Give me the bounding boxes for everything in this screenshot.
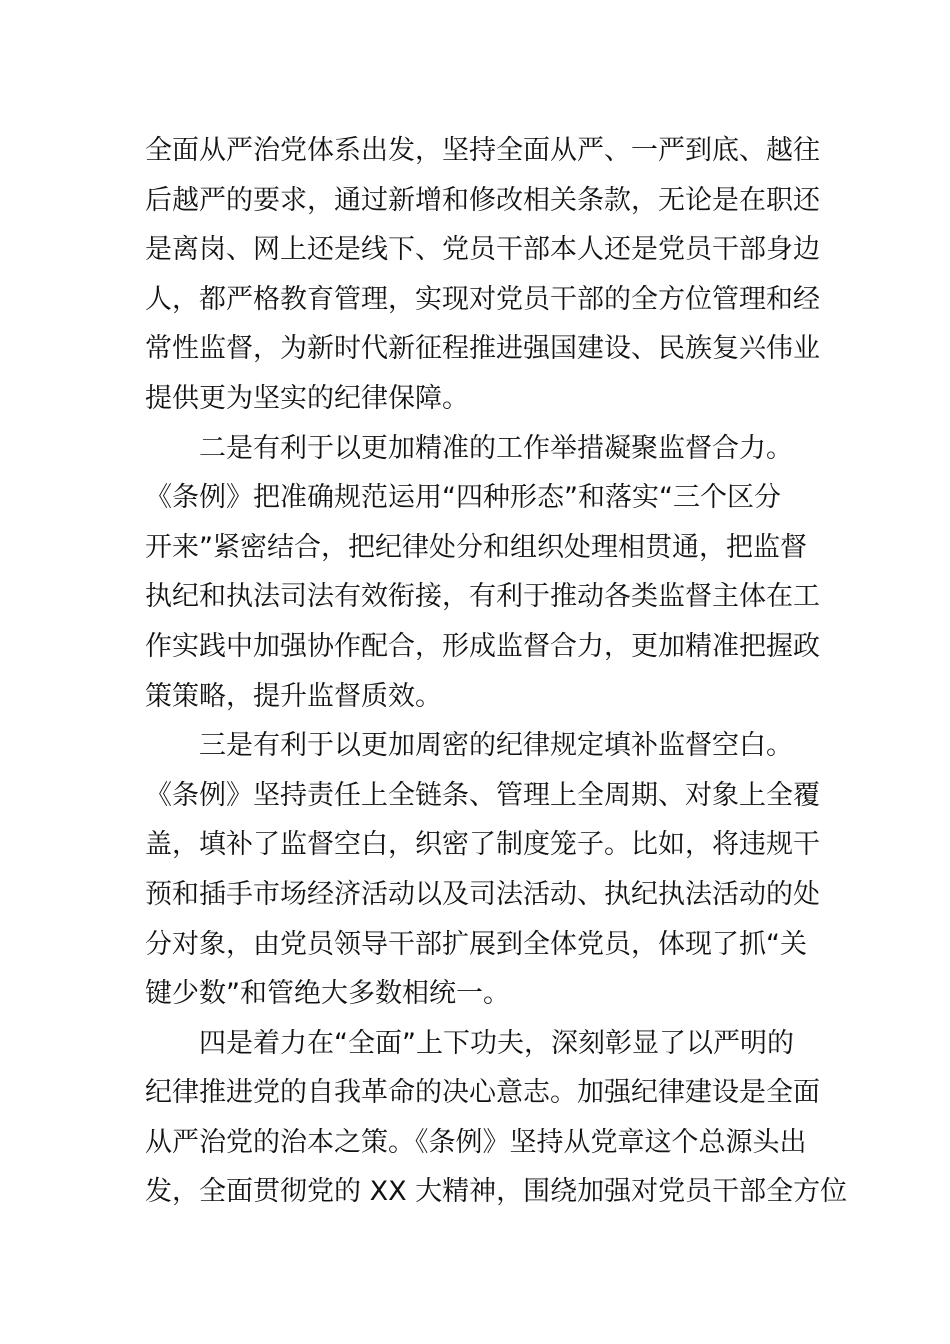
text-line: 作实践中加强协作配合，形成监督合力，更加精准把握政 bbox=[145, 630, 820, 662]
text-line: 执纪和执法司法有效衔接，有利于推动各类监督主体在工 bbox=[145, 581, 820, 613]
text-line: 策策略，提升监督质效。 bbox=[145, 680, 442, 712]
text-line: 开来”紧密结合，把纪律处分和组织处理相贯通，把监督 bbox=[145, 531, 807, 563]
paragraph-start-line: 四是着力在“全面”上下功夫，深刻彰显了以严明的 bbox=[199, 1027, 794, 1059]
text-line: 后越严的要求，通过新增和修改相关条款，无论是在职还 bbox=[145, 184, 820, 216]
text-line: 《条例》坚持责任上全链条、管理上全周期、对象上全覆 bbox=[145, 779, 820, 811]
text-line: 人，都严格教育管理，实现对党员干部的全方位管理和经 bbox=[145, 283, 820, 315]
text-line: 键少数”和管绝大多数相统一。 bbox=[145, 978, 510, 1010]
text-line: 分对象，由党员领导干部扩展到全体党员，体现了抓“关 bbox=[145, 928, 807, 960]
text-line: 《条例》把准确规范运用“四种形态”和落实“三个区分 bbox=[145, 482, 781, 514]
text-line: 全面从严治党体系出发，坚持全面从严、一严到底、越往 bbox=[145, 135, 820, 166]
text-line: 预和插手市场经济活动以及司法活动、执纪执法活动的处 bbox=[145, 878, 820, 910]
text-line: 常性监督，为新时代新征程推进强国建设、民族复兴伟业 bbox=[145, 333, 820, 365]
paragraph-start-line: 三是有利于以更加周密的纪律规定填补监督空白。 bbox=[199, 730, 793, 762]
text-line: 提供更为坚实的纪律保障。 bbox=[145, 382, 469, 414]
text-line: 纪律推进党的自我革命的决心意志。加强纪律建设是全面 bbox=[145, 1077, 820, 1109]
text-line: 发，全面贯彻党的 XX 大精神，围绕加强对党员干部全方位 bbox=[145, 1176, 848, 1208]
text-line: 是离岗、网上还是线下、党员干部本人还是党员干部身边 bbox=[145, 234, 820, 266]
text-line: 盖，填补了监督空白，织密了制度笼子。比如，将违规干 bbox=[145, 829, 820, 861]
body-text bbox=[145, 126, 848, 1217]
text-line: 从严治党的治本之策。《条例》坚持从党章这个总源头出 bbox=[145, 1126, 807, 1158]
paragraph-start-line: 二是有利于以更加精准的工作举措凝聚监督合力。 bbox=[199, 432, 793, 464]
